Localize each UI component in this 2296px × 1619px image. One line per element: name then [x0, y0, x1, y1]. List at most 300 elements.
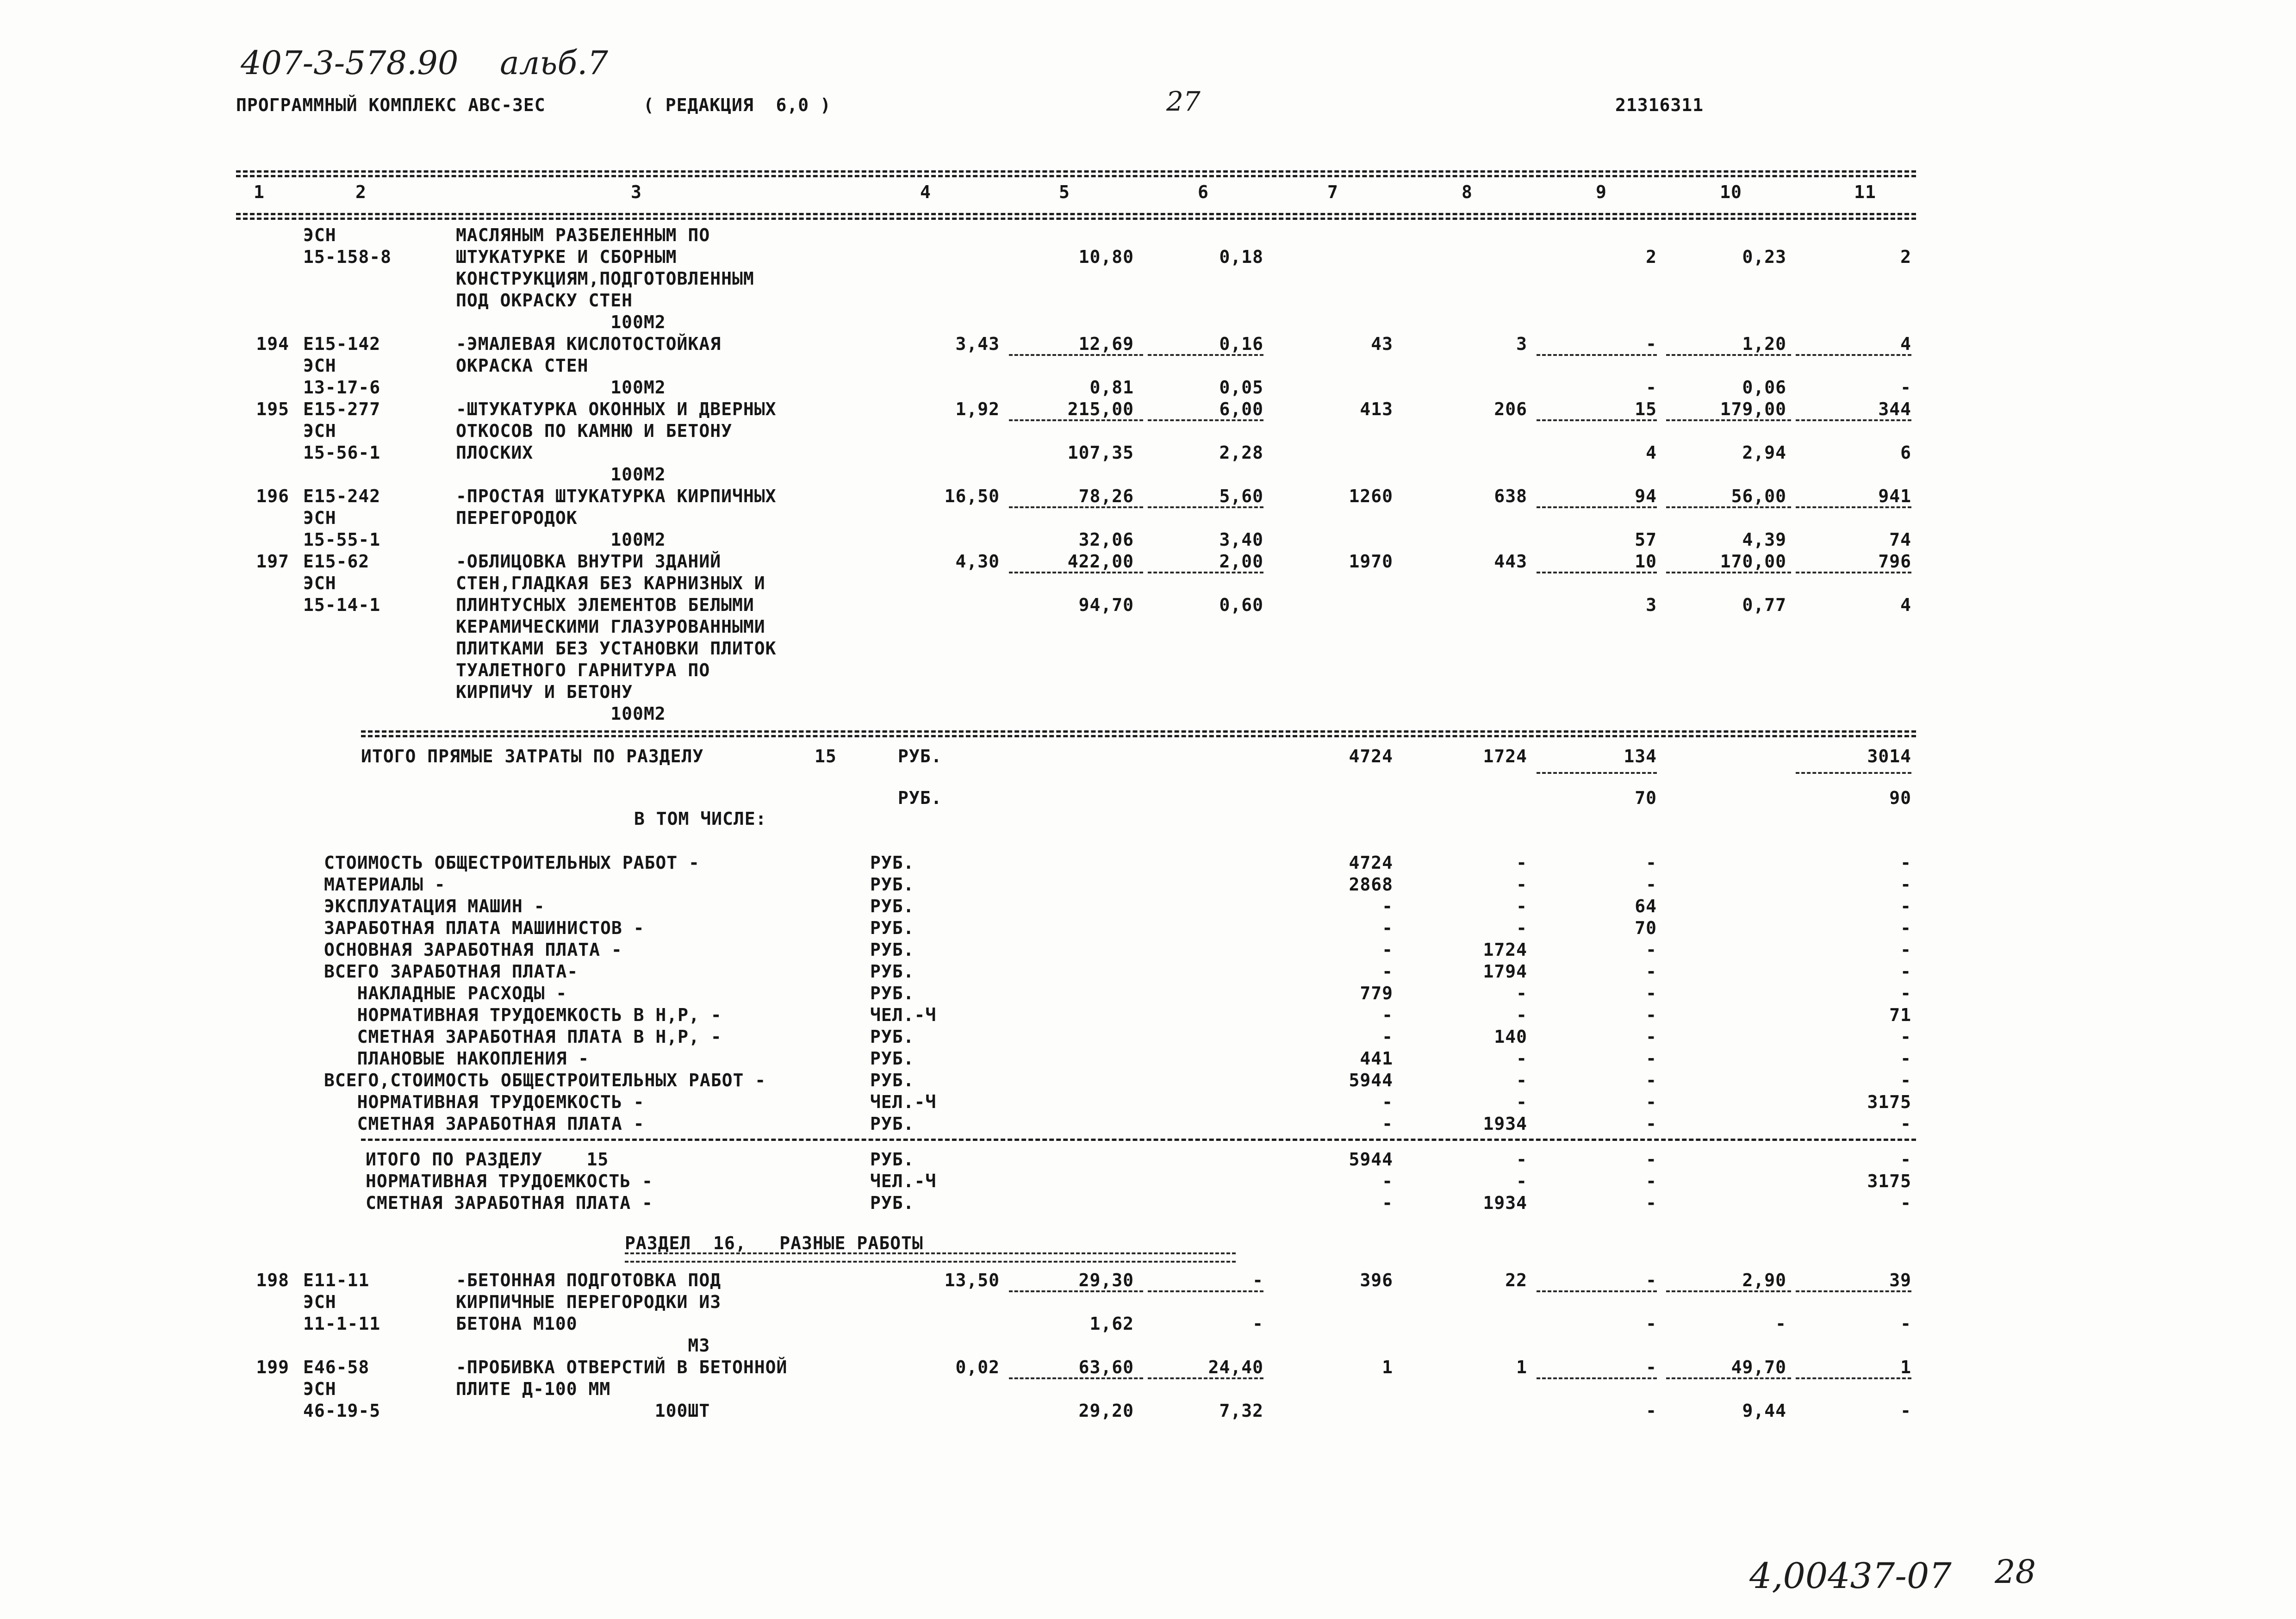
section-total-c8: 1934: [1483, 1193, 1527, 1213]
price-rule: [1796, 354, 1911, 356]
cell-c11: 74: [1889, 529, 1911, 550]
breakdown-c8: -: [1516, 1070, 1527, 1090]
price-rule: [1796, 1377, 1911, 1379]
bottom-page-handwritten: 28: [1995, 1553, 2036, 1591]
cell-c3: ТУАЛЕТНОГО ГАРНИТУРА ПО: [456, 660, 710, 680]
section-total-c11: -: [1900, 1149, 1911, 1170]
cell-c5: 78,26: [1078, 486, 1134, 506]
cell-c3: КИРПИЧНЫЕ ПЕРЕГОРОДКИ ИЗ: [456, 1292, 722, 1312]
cell-c5: 32,06: [1078, 529, 1134, 550]
cell-c2: 15-158-8: [303, 247, 392, 267]
breakdown-c11: -: [1900, 853, 1911, 873]
price-rule: [1666, 1377, 1791, 1379]
cell-c2: 15-55-1: [303, 529, 381, 550]
cell-c6: 0,16: [1219, 334, 1263, 354]
cell-c10: 0,23: [1742, 247, 1786, 267]
price-rule: [1537, 419, 1657, 421]
breakdown-c9: -: [1646, 1005, 1657, 1025]
cell-c2: Е15-277: [303, 399, 381, 419]
cell-c10: 9,44: [1742, 1401, 1786, 1421]
breakdown-c7: 779: [1360, 983, 1393, 1003]
cell-c3: -БЕТОННАЯ ПОДГОТОВКА ПОД: [456, 1270, 722, 1290]
cell-c3: 100ШТ: [456, 1401, 710, 1421]
direct-total-unit-2: РУБ.: [898, 788, 942, 808]
breakdown-c7: 441: [1360, 1048, 1393, 1069]
breakdown-label: ОСНОВНАЯ ЗАРАБОТНАЯ ПЛАТА -: [324, 940, 622, 960]
program-code: 21316311: [1615, 95, 1704, 115]
section-total-c11: -: [1900, 1193, 1911, 1213]
cell-c2: Е46-58: [303, 1357, 370, 1377]
breakdown-label: НАКЛАДНЫЕ РАСХОДЫ -: [324, 983, 567, 1003]
cell-c3: ОТКОСОВ ПО КАМНЮ И БЕТОНУ: [456, 421, 732, 441]
cell-c11: 344: [1878, 399, 1911, 419]
cell-c2: 11-1-11: [303, 1314, 381, 1334]
cell-c3: -ОБЛИЦОВКА ВНУТРИ ЗДАНИЙ: [456, 551, 722, 572]
cell-c11: -: [1900, 1314, 1911, 1334]
direct-total-label: ИТОГО ПРЯМЫЕ ЗАТРАТЫ ПО РАЗДЕЛУ: [361, 746, 704, 766]
price-rule: [1537, 1377, 1657, 1379]
breakdown-c9: -: [1646, 1092, 1657, 1112]
breakdown-c11: 3175: [1867, 1092, 1911, 1112]
cell-c6: -: [1252, 1314, 1263, 1334]
cell-c4: 3,43: [955, 334, 1000, 354]
price-rule: [1666, 572, 1791, 573]
cell-c3: КОНСТРУКЦИЯМ,ПОДГОТОВЛЕННЫМ: [456, 268, 754, 289]
cell-c9: -: [1646, 1357, 1657, 1377]
direct-total-c8: 1724: [1483, 746, 1527, 766]
cell-c2: Е15-242: [303, 486, 381, 506]
breakdown-unit: РУБ.: [870, 983, 915, 1003]
cell-c4: 4,30: [955, 551, 1000, 572]
breakdown-c8: -: [1516, 1005, 1527, 1025]
cell-c10: 4,39: [1742, 529, 1786, 550]
cell-c3: ПЕРЕГОРОДОК: [456, 508, 578, 528]
cell-c6: 24,40: [1208, 1357, 1263, 1377]
breakdown-c7: -: [1382, 1027, 1393, 1047]
price-rule: [1009, 1377, 1143, 1379]
price-rule: [1666, 354, 1791, 356]
breakdown-c9: -: [1646, 1048, 1657, 1069]
breakdown-c8: -: [1516, 918, 1527, 938]
breakdown-unit: ЧЕЛ.-Ч: [870, 1005, 937, 1025]
breakdown-c11: -: [1900, 896, 1911, 916]
cell-c9: 4: [1646, 442, 1657, 463]
breakdown-c7: -: [1382, 961, 1393, 982]
price-rule: [1148, 1290, 1263, 1292]
section-total-c11: 3175: [1867, 1171, 1911, 1191]
cell-c6: 3,40: [1219, 529, 1263, 550]
cell-c11: -: [1900, 1401, 1911, 1421]
cell-c3: -ШТУКАТУРКА ОКОННЫХ И ДВЕРНЫХ: [456, 399, 777, 419]
cell-c8: 206: [1494, 399, 1527, 419]
column-number-4: 4: [920, 182, 931, 202]
breakdown-c7: -: [1382, 1114, 1393, 1134]
cell-c3: ПЛОСКИХ: [456, 442, 534, 463]
cell-c9: -: [1646, 1270, 1657, 1290]
cell-c3: ПЛИТЕ Д-100 ММ: [456, 1379, 611, 1399]
breakdown-c11: -: [1900, 874, 1911, 895]
cell-c5: 63,60: [1078, 1357, 1134, 1377]
cell-c9: 94: [1635, 486, 1657, 506]
cell-c3: М3: [456, 1335, 710, 1356]
column-number-3: 3: [631, 182, 642, 202]
cell-c2: ЭСН: [303, 1379, 336, 1399]
cell-c1: 194: [256, 334, 289, 354]
breakdown-c9: -: [1646, 940, 1657, 960]
breakdown-label: ЭКСПЛУАТАЦИЯ МАШИН -: [324, 896, 545, 916]
cell-c6: 0,05: [1219, 377, 1263, 398]
breakdown-c8: -: [1516, 983, 1527, 1003]
breakdown-unit: РУБ.: [870, 1070, 915, 1090]
cell-c4: 0,02: [955, 1357, 1000, 1377]
breakdown-c11: -: [1900, 918, 1911, 938]
breakdown-c11: -: [1900, 1070, 1911, 1090]
cell-c3: -ЭМАЛЕВАЯ КИСЛОТОСТОЙКАЯ: [456, 334, 722, 354]
cell-c10: 0,06: [1742, 377, 1786, 398]
breakdown-c11: -: [1900, 1048, 1911, 1069]
price-rule: [1666, 419, 1791, 421]
cell-c7: 413: [1360, 399, 1393, 419]
cell-c11: 39: [1889, 1270, 1911, 1290]
cell-c10: 56,00: [1731, 486, 1786, 506]
price-rule: [1796, 506, 1911, 508]
cell-c2: Е15-62: [303, 551, 370, 572]
cell-c10: 49,70: [1731, 1357, 1786, 1377]
breakdown-c9: -: [1646, 1027, 1657, 1047]
breakdown-c8: 140: [1494, 1027, 1527, 1047]
price-rule: [1666, 506, 1791, 508]
cell-c2: Е11-11: [303, 1270, 370, 1290]
direct-total-c11b: 90: [1889, 788, 1911, 808]
breakdown-c9: -: [1646, 961, 1657, 982]
cell-c2: ЭСН: [303, 355, 336, 376]
cell-c11: 4: [1900, 334, 1911, 354]
breakdown-unit: РУБ.: [870, 1048, 915, 1069]
breakdown-c9: 64: [1635, 896, 1657, 916]
cell-c5: 0,81: [1089, 377, 1134, 398]
cell-c11: 796: [1878, 551, 1911, 572]
cell-c9: -: [1646, 334, 1657, 354]
breakdown-c11: -: [1900, 1027, 1911, 1047]
column-number-2: 2: [355, 182, 367, 202]
column-number-7: 7: [1327, 182, 1338, 202]
breakdown-label: СМЕТНАЯ ЗАРАБОТНАЯ ПЛАТА В Н,Р, -: [324, 1027, 722, 1047]
cell-c10: 0,77: [1742, 595, 1786, 615]
cell-c5: 29,20: [1078, 1401, 1134, 1421]
section-total-label: СМЕТНАЯ ЗАРАБОТНАЯ ПЛАТА -: [366, 1193, 653, 1213]
price-rule: [1148, 419, 1263, 421]
cell-c2: ЭСН: [303, 421, 336, 441]
cell-c3: ПЛИТКАМИ БЕЗ УСТАНОВКИ ПЛИТОК: [456, 638, 777, 659]
direct-total-c9b: 70: [1635, 788, 1657, 808]
cell-c9: 10: [1635, 551, 1657, 572]
section-total-c7: -: [1382, 1193, 1393, 1213]
cell-c7: 1: [1382, 1357, 1393, 1377]
price-rule: [1537, 572, 1657, 573]
price-rule: [1666, 1290, 1791, 1292]
cell-c5: 29,30: [1078, 1270, 1134, 1290]
cell-c5: 422,00: [1067, 551, 1134, 572]
cell-c8: 638: [1494, 486, 1527, 506]
breakdown-label: СМЕТНАЯ ЗАРАБОТНАЯ ПЛАТА -: [324, 1114, 645, 1134]
price-rule: [1148, 354, 1263, 356]
cell-c3: 100М2: [456, 704, 666, 724]
page-number-handwritten: 27: [1166, 86, 1201, 117]
breakdown-c8: -: [1516, 1048, 1527, 1069]
cell-c6: 2,00: [1219, 551, 1263, 572]
direct-total-c9: 134: [1624, 746, 1657, 766]
cell-c4: 13,50: [944, 1270, 1000, 1290]
cell-c4: 1,92: [955, 399, 1000, 419]
cell-c3: БЕТОНА М100: [456, 1314, 578, 1334]
cell-c3: МАСЛЯНЫМ РАЗБЕЛЕННЫМ ПО: [456, 225, 710, 245]
breakdown-c7: -: [1382, 940, 1393, 960]
price-rule: [1009, 1290, 1143, 1292]
cell-c3: ОКРАСКА СТЕН: [456, 355, 589, 376]
cell-c6: 2,28: [1219, 442, 1263, 463]
breakdown-c11: -: [1900, 940, 1911, 960]
breakdown-label: МАТЕРИАЛЫ -: [324, 874, 446, 895]
cell-c2: ЭСН: [303, 225, 336, 245]
breakdown-label: ВСЕГО ЗАРАБОТНАЯ ПЛАТА-: [324, 961, 579, 982]
breakdown-unit: РУБ.: [870, 853, 915, 873]
column-number-6: 6: [1198, 182, 1209, 202]
cell-c9: 2: [1646, 247, 1657, 267]
cell-c8: 1: [1516, 1357, 1527, 1377]
cell-c10: 1,20: [1742, 334, 1786, 354]
column-number-9: 9: [1596, 182, 1607, 202]
cell-c3: 100М2: [456, 312, 666, 332]
cell-c8: 3: [1516, 334, 1527, 354]
section-total-rule: [361, 1139, 1916, 1141]
program-title: ПРОГРАММНЫЙ КОМПЛЕКС АВС-ЗЕС: [236, 95, 546, 115]
section-total-label: ИТОГО ПО РАЗДЕЛУ 15: [366, 1149, 609, 1170]
table-top-rule-2: [236, 175, 1916, 177]
breakdown-label: НОРМАТИВНАЯ ТРУДОЕМКОСТЬ -: [324, 1092, 645, 1112]
cell-c5: 1,62: [1089, 1314, 1134, 1334]
cell-c3: 100М2: [456, 529, 666, 550]
cell-c8: 443: [1494, 551, 1527, 572]
cell-c6: 6,00: [1219, 399, 1263, 419]
cell-c11: -: [1900, 377, 1911, 398]
breakdown-label: СТОИМОСТЬ ОБЩЕСТРОИТЕЛЬНЫХ РАБОТ -: [324, 853, 700, 873]
cell-c3: КЕРАМИЧЕСКИМИ ГЛАЗУРОВАННЫМИ: [456, 616, 765, 637]
direct-total-section: 15: [815, 746, 837, 766]
breakdown-c7: -: [1382, 1092, 1393, 1112]
breakdown-c7: 2868: [1349, 874, 1393, 895]
total-rule: [1796, 772, 1911, 774]
section-16-underline: [625, 1252, 1236, 1263]
breakdown-c11: -: [1900, 961, 1911, 982]
cell-c2: ЭСН: [303, 508, 336, 528]
cell-c2: 13-17-6: [303, 377, 381, 398]
cell-c9: -: [1646, 377, 1657, 398]
column-number-8: 8: [1462, 182, 1473, 202]
cell-c2: 15-14-1: [303, 595, 381, 615]
breakdown-unit: РУБ.: [870, 1027, 915, 1047]
total-rule: [1537, 772, 1657, 774]
totals-rule-2: [361, 735, 1916, 737]
table-header-rule: [236, 213, 1916, 215]
section-total-c9: -: [1646, 1149, 1657, 1170]
price-rule: [1796, 1290, 1911, 1292]
breakdown-c9: -: [1646, 983, 1657, 1003]
cell-c3: 100М2: [456, 464, 666, 485]
cell-c4: 16,50: [944, 486, 1000, 506]
cell-c3: -ПРОСТАЯ ШТУКАТУРКА КИРПИЧНЫХ: [456, 486, 777, 506]
section-total-c8: -: [1516, 1171, 1527, 1191]
price-rule: [1009, 572, 1143, 573]
cell-c3: ПОД ОКРАСКУ СТЕН: [456, 290, 633, 311]
breakdown-unit: РУБ.: [870, 940, 915, 960]
cell-c2: 46-19-5: [303, 1401, 381, 1421]
breakdown-label: НОРМАТИВНАЯ ТРУДОЕМКОСТЬ В Н,Р, -: [324, 1005, 722, 1025]
breakdown-c8: -: [1516, 874, 1527, 895]
breakdown-unit: РУБ.: [870, 918, 915, 938]
cell-c5: 10,80: [1078, 247, 1134, 267]
cell-c2: 15-56-1: [303, 442, 381, 463]
breakdown-c9: -: [1646, 853, 1657, 873]
section-total-c8: -: [1516, 1149, 1527, 1170]
breakdown-unit: РУБ.: [870, 874, 915, 895]
cell-c1: 197: [256, 551, 289, 572]
album-handwritten: альб.7: [500, 44, 608, 82]
breakdown-c8: -: [1516, 1092, 1527, 1112]
breakdown-c11: 71: [1889, 1005, 1911, 1025]
cell-c7: 1970: [1349, 551, 1393, 572]
price-rule: [1796, 572, 1911, 573]
section-total-c9: -: [1646, 1171, 1657, 1191]
section-16-title: РАЗДЕЛ 16, РАЗНЫЕ РАБОТЫ: [625, 1233, 923, 1253]
breakdown-c7: 4724: [1349, 853, 1393, 873]
cell-c8: 22: [1505, 1270, 1527, 1290]
cell-c3: КИРПИЧУ И БЕТОНУ: [456, 682, 633, 702]
breakdown-unit: РУБ.: [870, 1114, 915, 1134]
breakdown-c8: -: [1516, 853, 1527, 873]
price-rule: [1537, 506, 1657, 508]
section-total-c7: 5944: [1349, 1149, 1393, 1170]
cell-c9: 57: [1635, 529, 1657, 550]
cell-c10: 179,00: [1720, 399, 1786, 419]
cell-c6: 5,60: [1219, 486, 1263, 506]
breakdown-label: ЗАРАБОТНАЯ ПЛАТА МАШИНИСТОВ -: [324, 918, 645, 938]
cell-c7: 1260: [1349, 486, 1393, 506]
price-rule: [1009, 506, 1143, 508]
cell-c2: ЭСН: [303, 1292, 336, 1312]
cell-c11: 941: [1878, 486, 1911, 506]
breakdown-unit: РУБ.: [870, 896, 915, 916]
breakdown-c9: 70: [1635, 918, 1657, 938]
cell-c3: ПЛИНТУСНЫХ ЭЛЕМЕНТОВ БЕЛЫМИ: [456, 595, 754, 615]
cell-c6: 0,60: [1219, 595, 1263, 615]
breakdown-c11: -: [1900, 1114, 1911, 1134]
breakdown-c9: -: [1646, 1114, 1657, 1134]
cell-c6: 7,32: [1219, 1401, 1263, 1421]
table-top-rule: [236, 170, 1916, 173]
cell-c5: 215,00: [1067, 399, 1134, 419]
cell-c5: 94,70: [1078, 595, 1134, 615]
cell-c1: 199: [256, 1357, 289, 1377]
column-number-11: 11: [1854, 182, 1876, 202]
cell-c1: 195: [256, 399, 289, 419]
breakdown-unit: ЧЕЛ.-Ч: [870, 1092, 937, 1112]
cell-c3: -ПРОБИВКА ОТВЕРСТИЙ В БЕТОННОЙ: [456, 1357, 788, 1377]
cell-c7: 396: [1360, 1270, 1393, 1290]
breakdown-c7: -: [1382, 896, 1393, 916]
section-total-c9: -: [1646, 1193, 1657, 1213]
cell-c3: 100М2: [456, 377, 666, 398]
cell-c5: 107,35: [1067, 442, 1134, 463]
cell-c5: 12,69: [1078, 334, 1134, 354]
breakdown-unit: РУБ.: [870, 961, 915, 982]
cell-c3: ШТУКАТУРКЕ И СБОРНЫМ: [456, 247, 677, 267]
breakdown-c9: -: [1646, 1070, 1657, 1090]
cell-c11: 4: [1900, 595, 1911, 615]
breakdown-c8: 1794: [1483, 961, 1527, 982]
breakdown-c7: 5944: [1349, 1070, 1393, 1090]
cell-c9: -: [1646, 1401, 1657, 1421]
price-rule: [1148, 1377, 1263, 1379]
cell-c11: 2: [1900, 247, 1911, 267]
breakdown-c8: -: [1516, 896, 1527, 916]
price-rule: [1148, 572, 1263, 573]
cell-c10: -: [1775, 1314, 1786, 1334]
price-rule: [1796, 419, 1911, 421]
cell-c6: 0,18: [1219, 247, 1263, 267]
cell-c1: 196: [256, 486, 289, 506]
bottom-code-handwritten: 4,00437-07: [1749, 1555, 1952, 1596]
cell-c11: 1: [1900, 1357, 1911, 1377]
price-rule: [1537, 1290, 1657, 1292]
totals-rule: [361, 730, 1916, 733]
breakdown-c11: -: [1900, 983, 1911, 1003]
section-total-unit: РУБ.: [870, 1149, 915, 1170]
program-edition: ( РЕДАКЦИЯ 6,0 ): [643, 95, 831, 115]
cell-c9: -: [1646, 1314, 1657, 1334]
cell-c2: Е15-142: [303, 334, 381, 354]
cell-c10: 2,94: [1742, 442, 1786, 463]
section-total-c7: -: [1382, 1171, 1393, 1191]
section-total-label: НОРМАТИВНАЯ ТРУДОЕМКОСТЬ -: [366, 1171, 653, 1191]
cell-c9: 3: [1646, 595, 1657, 615]
direct-total-c7: 4724: [1349, 746, 1393, 766]
column-number-5: 5: [1059, 182, 1070, 202]
price-rule: [1009, 419, 1143, 421]
breakdown-c8: 1724: [1483, 940, 1527, 960]
column-number-10: 10: [1720, 182, 1742, 202]
cell-c9: 15: [1635, 399, 1657, 419]
cell-c6: -: [1252, 1270, 1263, 1290]
table-header-rule-2: [236, 218, 1916, 220]
breakdown-label: ВСЕГО,СТОИМОСТЬ ОБЩЕСТРОИТЕЛЬНЫХ РАБОТ -: [324, 1070, 766, 1090]
including-label: В ТОМ ЧИСЛЕ:: [634, 809, 767, 829]
cell-c10: 2,90: [1742, 1270, 1786, 1290]
breakdown-c9: -: [1646, 874, 1657, 895]
price-rule: [1148, 506, 1263, 508]
direct-total-unit: РУБ.: [898, 746, 942, 766]
price-rule: [1009, 354, 1143, 356]
breakdown-c7: -: [1382, 918, 1393, 938]
cell-c3: СТЕН,ГЛАДКАЯ БЕЗ КАРНИЗНЫХ И: [456, 573, 765, 593]
cell-c7: 43: [1371, 334, 1393, 354]
section-total-unit: ЧЕЛ.-Ч: [870, 1171, 937, 1191]
cell-c10: 170,00: [1720, 551, 1786, 572]
section-total-unit: РУБ.: [870, 1193, 915, 1213]
doc-code-handwritten: 407-3-578.90: [241, 44, 459, 82]
price-rule: [1537, 354, 1657, 356]
cell-c2: ЭСН: [303, 573, 336, 593]
cell-c1: 198: [256, 1270, 289, 1290]
